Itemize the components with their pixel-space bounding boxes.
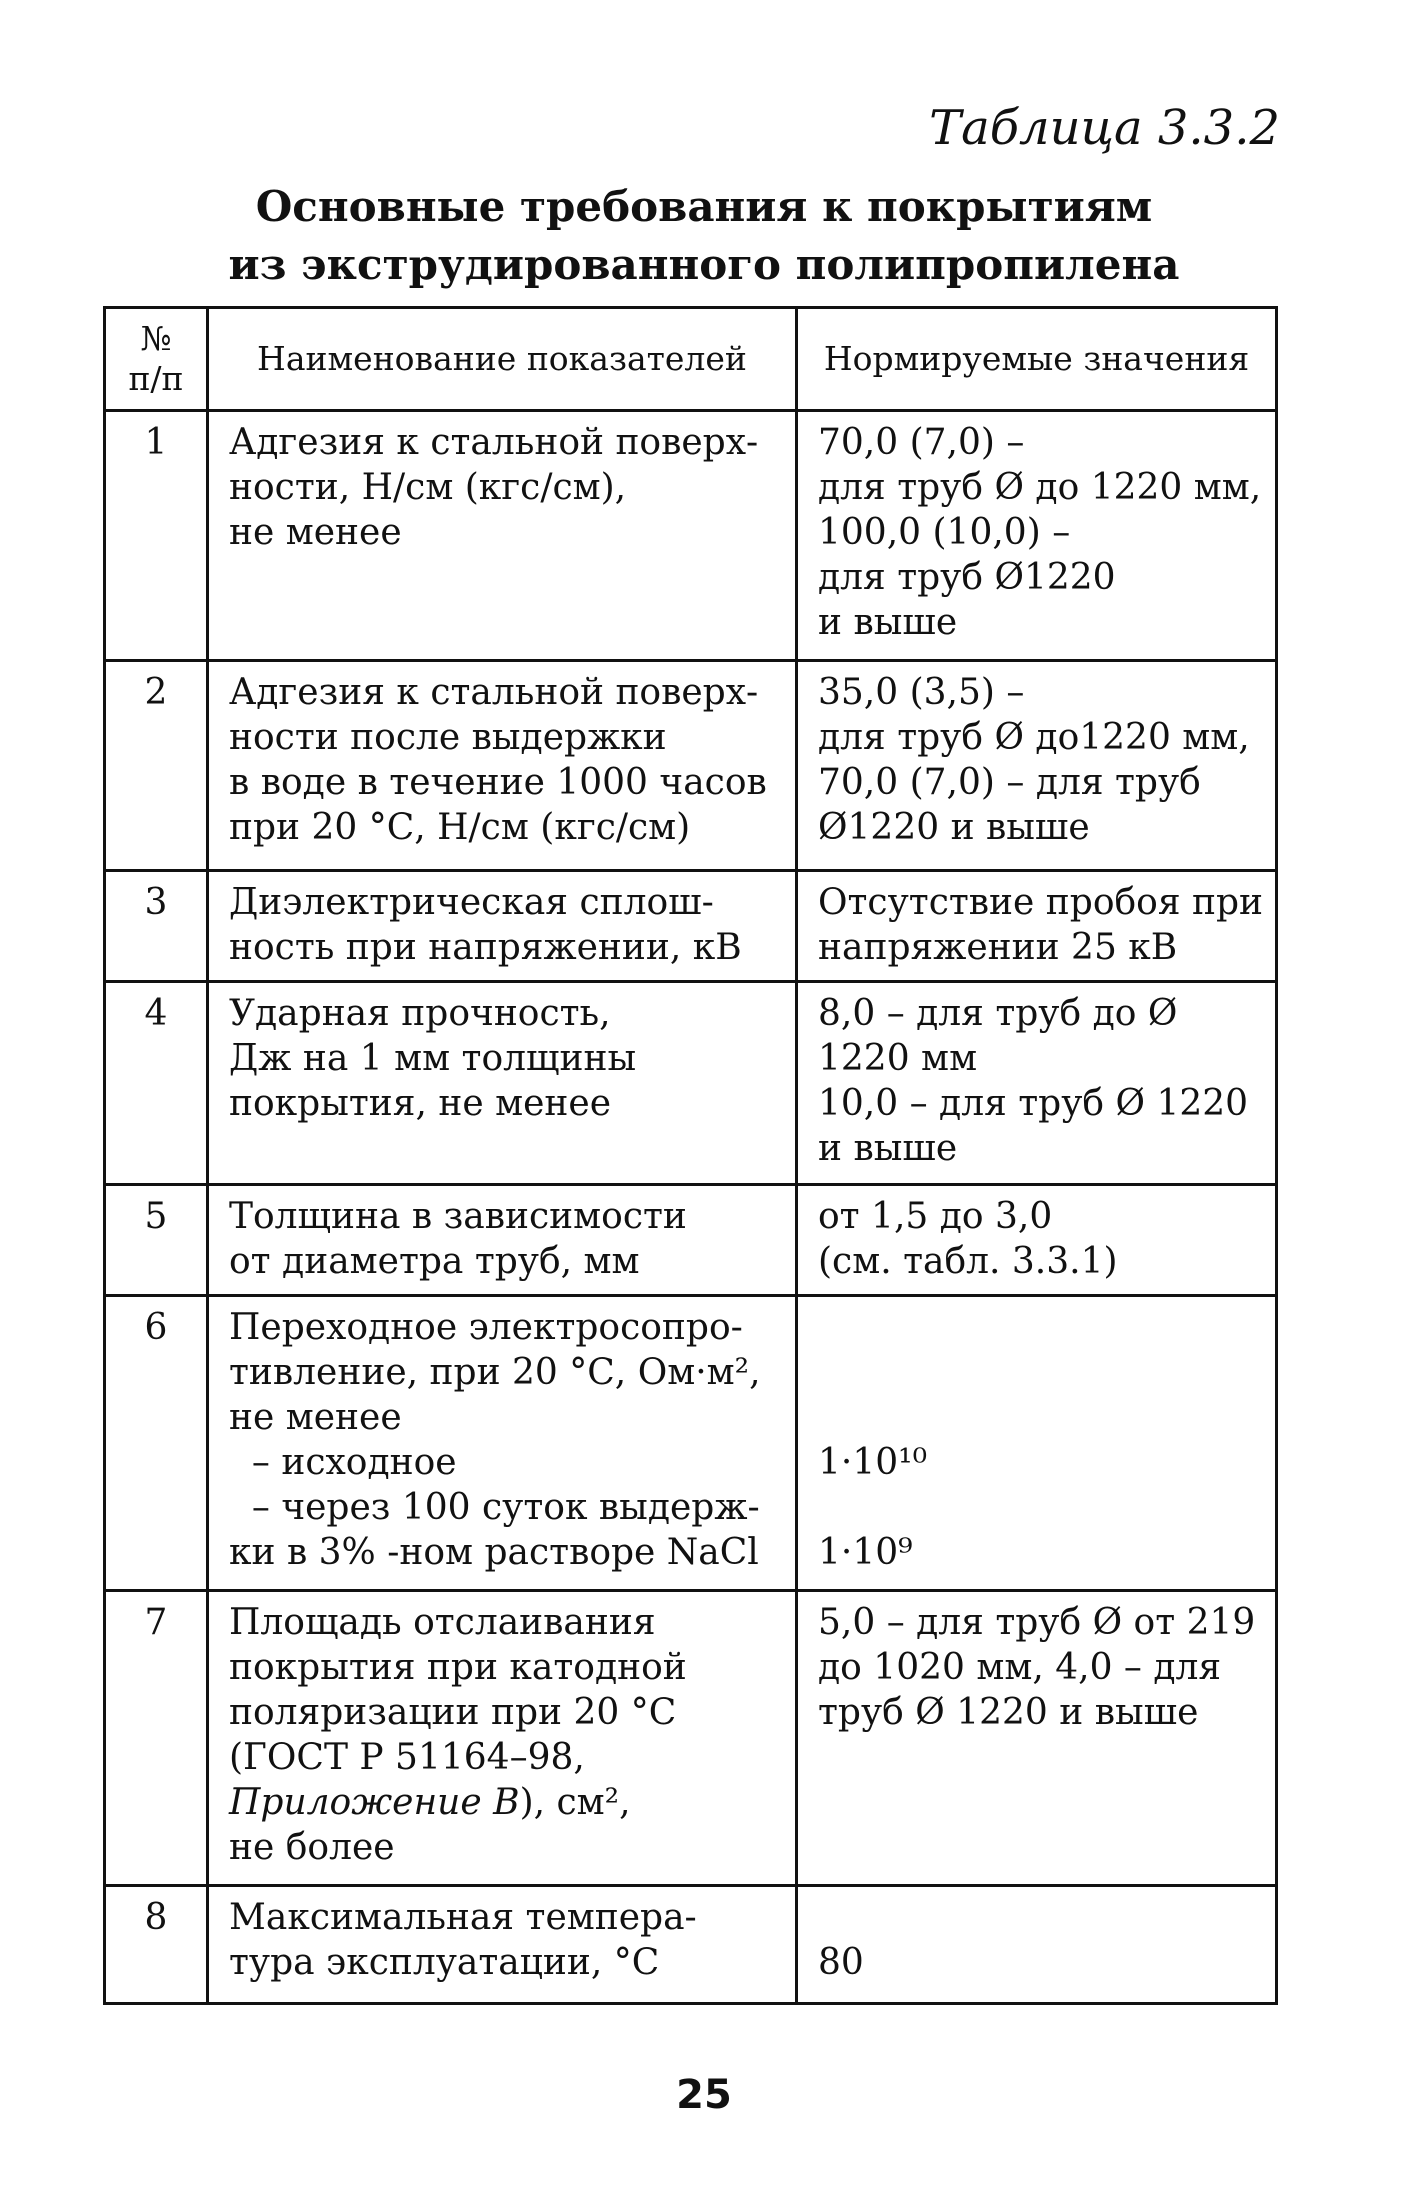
text-line: 1·10⁹ xyxy=(818,1532,913,1573)
row-number: 6 xyxy=(105,1296,208,1591)
text-line: Площадь отслаивания xyxy=(229,1602,656,1643)
text-line: Адгезия к стальной поверх- xyxy=(229,422,759,463)
header-value: Нормируемые значения xyxy=(797,308,1277,411)
text-line: ности, Н/см (кгс/см), xyxy=(229,467,627,508)
row-name xyxy=(208,1296,797,1591)
text-line: покрытия, не менее xyxy=(229,1083,612,1124)
row-value xyxy=(797,1591,1277,1886)
text-line: – исходное xyxy=(229,1442,457,1483)
text-line: не менее xyxy=(229,512,402,553)
text-line: 5,0 – для труб Ø от 219 xyxy=(818,1602,1256,1643)
text-line: ности после выдержки xyxy=(229,717,667,758)
text-line: 8,0 – для труб до Ø xyxy=(818,993,1178,1034)
row-value xyxy=(797,411,1277,661)
row-number: 1 xyxy=(105,411,208,661)
row-name xyxy=(208,411,797,661)
row-value xyxy=(797,1886,1277,2004)
row-number: 5 xyxy=(105,1185,208,1296)
text-line: для труб Ø до1220 мм, xyxy=(818,717,1250,758)
row-number: 7 xyxy=(105,1591,208,1886)
blank-line xyxy=(818,1350,1261,1395)
title-line-1: Основные требования к покрытиям xyxy=(255,182,1153,231)
text-line: тивление, при 20 °С, Ом·м², xyxy=(229,1352,761,1393)
row-name xyxy=(208,1886,797,2004)
text-line: покрытия при катодной xyxy=(229,1647,687,1688)
text-line: и выше xyxy=(818,602,958,643)
row-value xyxy=(797,1296,1277,1591)
table-row xyxy=(105,661,1277,871)
text-line xyxy=(229,1780,781,1825)
header-name: Наименование показателей xyxy=(208,308,797,411)
row-number: 4 xyxy=(105,982,208,1185)
text-line: 80 xyxy=(818,1942,864,1983)
text-line: в воде в течение 1000 часов xyxy=(229,762,767,803)
text-line: от диаметра труб, мм xyxy=(229,1241,640,1282)
text-line: Максимальная темпера- xyxy=(229,1897,697,1938)
text-line: и выше xyxy=(818,1128,958,1169)
text-line: (см. табл. 3.3.1) xyxy=(818,1241,1118,1282)
blank-line xyxy=(818,1895,1261,1940)
document-title xyxy=(0,178,1408,294)
table-label: Таблица 3.3.2 xyxy=(929,100,1280,156)
blank-line xyxy=(818,1395,1261,1440)
table-row xyxy=(105,871,1277,982)
text-line: Адгезия к стальной поверх- xyxy=(229,672,759,713)
text-line: 1·10¹⁰ xyxy=(818,1442,928,1483)
table-header-row xyxy=(105,308,1277,411)
text-line: Дж на 1 мм толщины xyxy=(229,1038,637,1079)
row-number: 8 xyxy=(105,1886,208,2004)
text-line: Толщина в зависимости xyxy=(229,1196,687,1237)
table-row xyxy=(105,1296,1277,1591)
row-name xyxy=(208,982,797,1185)
row-number: 2 xyxy=(105,661,208,871)
text-line: поляризации при 20 °С xyxy=(229,1692,677,1733)
text-line: 70,0 (7,0) – xyxy=(818,422,1025,463)
table-row xyxy=(105,1185,1277,1296)
blank-line xyxy=(818,1485,1261,1530)
text-line: для труб Ø1220 xyxy=(818,557,1116,598)
row-value xyxy=(797,982,1277,1185)
requirements-table xyxy=(103,306,1278,2005)
italic-text: Приложение В xyxy=(229,1782,520,1823)
row-value xyxy=(797,871,1277,982)
text-fragment: ), см², xyxy=(519,1782,631,1823)
text-line: Отсутствие пробоя при xyxy=(818,882,1264,923)
blank-line xyxy=(818,1305,1261,1350)
text-line: при 20 °С, Н/см (кгс/см) xyxy=(229,807,691,848)
text-line: не более xyxy=(229,1827,395,1868)
text-line: (ГОСТ Р 51164–98, xyxy=(229,1737,585,1778)
table-row xyxy=(105,411,1277,661)
text-line: до 1020 мм, 4,0 – для xyxy=(818,1647,1222,1688)
text-line: ки в 3% -ном растворе NaCl xyxy=(229,1532,759,1573)
row-value xyxy=(797,1185,1277,1296)
page-number: 25 xyxy=(676,2072,732,2118)
row-value xyxy=(797,661,1277,871)
text-line: не менее xyxy=(229,1397,402,1438)
text-line: Ø1220 и выше xyxy=(818,807,1090,848)
text-line: напряжении 25 кВ xyxy=(818,927,1178,968)
row-name xyxy=(208,1591,797,1886)
header-num-line-2: п/п xyxy=(128,359,184,398)
title-line-2: из экструдированного полипропилена xyxy=(228,240,1180,289)
text-line: 35,0 (3,5) – xyxy=(818,672,1025,713)
text-line: 1220 мм xyxy=(818,1038,978,1079)
row-name xyxy=(208,1185,797,1296)
table-row xyxy=(105,982,1277,1185)
table-row xyxy=(105,1886,1277,2004)
table-row xyxy=(105,1591,1277,1886)
text-line: Переходное электросопро- xyxy=(229,1307,743,1348)
text-line: для труб Ø до 1220 мм, xyxy=(818,467,1262,508)
text-line: ность при напряжении, кВ xyxy=(229,927,742,968)
row-name xyxy=(208,871,797,982)
header-num xyxy=(105,308,208,411)
text-line: от 1,5 до 3,0 xyxy=(818,1196,1053,1237)
text-line: 100,0 (10,0) – xyxy=(818,512,1071,553)
row-name xyxy=(208,661,797,871)
row-number: 3 xyxy=(105,871,208,982)
text-line: тура эксплуатации, °С xyxy=(229,1942,660,1983)
text-line: Диэлектрическая сплош- xyxy=(229,882,714,923)
text-line: – через 100 суток выдерж- xyxy=(229,1487,760,1528)
text-line: Ударная прочность, xyxy=(229,993,611,1034)
text-line: 10,0 – для труб Ø 1220 xyxy=(818,1083,1249,1124)
text-line: труб Ø 1220 и выше xyxy=(818,1692,1199,1733)
text-line: 70,0 (7,0) – для труб xyxy=(818,762,1201,803)
header-num-line-1: № xyxy=(140,319,172,358)
